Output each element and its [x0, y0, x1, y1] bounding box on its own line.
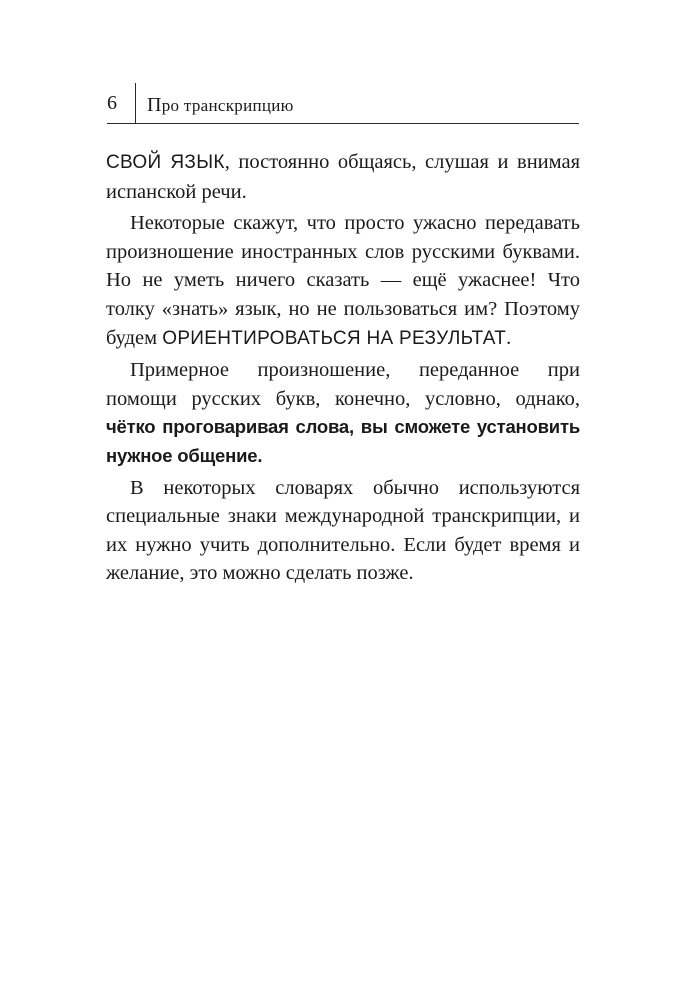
- paragraph-1-text: , постоянно общаясь, слушая и внимая испанской речи.: [106, 151, 580, 203]
- paragraph-1: [106, 148, 580, 206]
- paragraph-2: [106, 209, 580, 353]
- bold-phrase: чётко проговаривая слова, вы сможете установить нужное общение.: [106, 416, 580, 466]
- running-header: [107, 83, 579, 124]
- paragraph-3: [106, 356, 580, 470]
- paragraph-2-tail: .: [506, 326, 512, 349]
- header-divider: [135, 83, 136, 123]
- caps-phrase-result: ОРИЕНТИРОВАТЬСЯ НА РЕЗУЛЬТАТ: [162, 327, 507, 349]
- paragraph-2-text: Некоторые скажут, что просто ужасно передавать произношение иностранных слов русскими буквами. Но не уметь ничего сказать — ещё ужаснее! Что толку «знать» язык, но не пользоваться им? Поэтому будем: [106, 212, 580, 349]
- running-title: [147, 94, 294, 117]
- running-title-rest: ро транскрипцию: [161, 96, 294, 115]
- paragraph-4: [106, 474, 580, 588]
- paragraph-3-text: Примерное произношение, переданное при помощи русских букв, конечно, условно, однако,: [106, 359, 580, 410]
- caps-phrase-own-language: СВОЙ ЯЗЫК: [106, 152, 225, 173]
- paragraph-4-text: В некоторых словарях обычно используются специальные знаки международной транскрипции, и их нужно учить дополнительно. Если будет время и желание, это можно сделать позже.: [106, 476, 580, 585]
- page-number: 6: [107, 92, 117, 114]
- running-title-initial: П: [147, 94, 162, 116]
- body-text: [106, 148, 580, 591]
